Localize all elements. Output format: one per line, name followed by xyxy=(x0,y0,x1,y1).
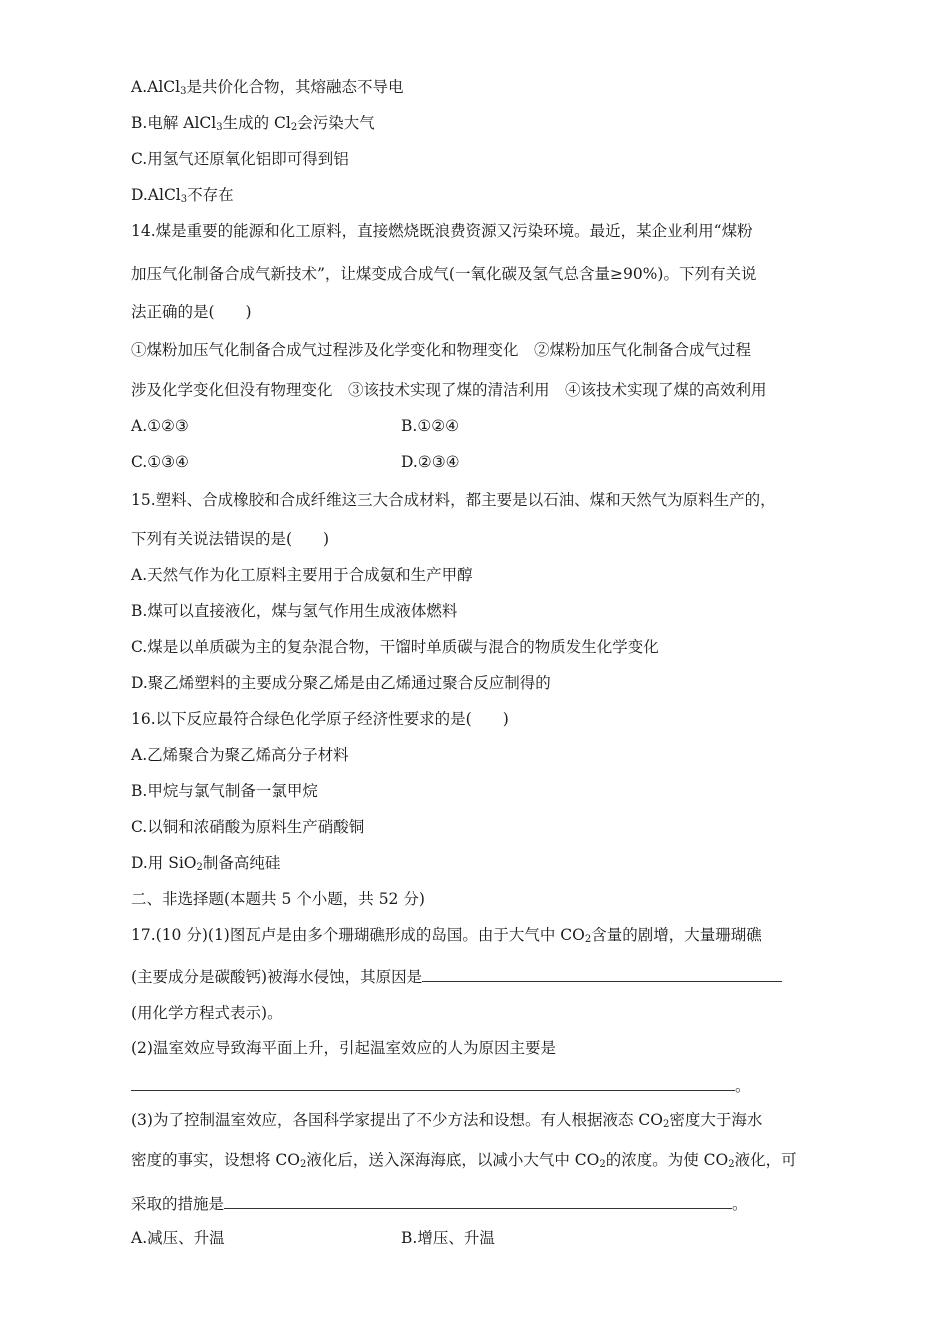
q17-line-3: (用化学方程式表示)。 xyxy=(131,1004,283,1022)
q17-option-b: B.增压、升温 xyxy=(401,1229,495,1247)
q13-option-d: D.AlCl$_3$不存在 xyxy=(131,186,234,205)
q14-option-c: C.①③④ xyxy=(131,453,189,471)
q14-statements-line-1: ①煤粉加压气化制备合成气过程涉及化学变化和物理变化 ②煤粉加压气化制备合成气过程 xyxy=(131,341,752,359)
q17-line-2: (主要成分是碳酸钙)被海水侵蚀，其原因是 xyxy=(131,965,782,987)
q13-option-c: C.用氢气还原氧化铝即可得到铝 xyxy=(131,150,349,168)
q14-option-b: B.①②④ xyxy=(401,417,460,435)
q17-line-7: 密度的事实，设想将 $CO_2$液化后，送入深海海底，以减小大气中 $CO_2$的浓度。为使 $CO_2$液化，可 xyxy=(131,1151,797,1170)
answer-blank-1[interactable] xyxy=(422,965,782,982)
q13-option-b: B.电解 AlCl$_3$生成的 $Cl_2$会污染大气 xyxy=(131,114,375,133)
q16-option-b: B.甲烷与氯气制备一氯甲烷 xyxy=(131,782,318,800)
q13-option-a: A.AlCl$_3$是共价化合物，其熔融态不导电 xyxy=(131,78,404,97)
q16-option-d: D.用 SiO$_2$制备高纯硅 xyxy=(131,854,281,873)
answer-blank-2[interactable] xyxy=(131,1074,735,1091)
q15-option-b: B.煤可以直接液化，煤与氢气作用生成液体燃料 xyxy=(131,602,458,620)
q14-stem-line-3: 法正确的是( ) xyxy=(131,303,252,321)
q16-option-c: C.以铜和浓硝酸为原料生产硝酸铜 xyxy=(131,818,365,836)
q14-option-d: D.②③④ xyxy=(401,453,460,471)
q15-option-d: D.聚乙烯塑料的主要成分聚乙烯是由乙烯通过聚合反应制得的 xyxy=(131,674,551,692)
q14-stem-line-2: 加压气化制备合成气新技术”，让煤变成合成气(一氧化碳及氢气总含量≥90%)。下列有关说 xyxy=(131,265,757,283)
q15-stem-line-1: 15.塑料、合成橡胶和合成纤维这三大合成材料，都主要是以石油、煤和天然气为原料生产的， xyxy=(131,491,776,509)
q16-stem: 16.以下反应最符合绿色化学原子经济性要求的是( ) xyxy=(131,710,509,728)
q15-stem-line-2: 下列有关说法错误的是( ) xyxy=(131,530,330,548)
q17-line-5: 。 xyxy=(131,1074,751,1096)
q16-option-a: A.乙烯聚合为聚乙烯高分子材料 xyxy=(131,746,349,764)
q14-statements-line-2: 涉及化学变化但没有物理变化 ③该技术实现了煤的清洁利用 ④该技术实现了煤的高效利用 xyxy=(131,381,767,399)
q14-option-a: A.①②③ xyxy=(131,417,189,435)
q17-option-a: A.减压、升温 xyxy=(131,1229,225,1247)
q14-stem-line-1: 14.煤是重要的能源和化工原料，直接燃烧既浪费资源又污染环境。最近，某企业利用“煤粉 xyxy=(131,222,753,240)
section-heading: 二、非选择题(本题共 5 个小题，共 52 分) xyxy=(131,890,425,908)
q17-line-6: (3)为了控制温室效应，各国科学家提出了不少方法和设想。有人根据液态 $CO_2$密度大于海水 xyxy=(131,1111,763,1130)
q17-line-1: 17.(10 分)(1)图瓦卢是由多个珊瑚礁形成的岛国。由于大气中 $CO_2$含量的剧增，大量珊瑚礁 xyxy=(131,926,762,945)
q15-option-c: C.煤是以单质碳为主的复杂混合物，干馏时单质碳与混合的物质发生化学变化 xyxy=(131,638,659,656)
q15-option-a: A.天然气作为化工原料主要用于合成氨和生产甲醇 xyxy=(131,566,473,584)
q17-line-4: (2)温室效应导致海平面上升，引起温室效应的人为原因主要是 xyxy=(131,1039,556,1057)
answer-blank-3[interactable] xyxy=(224,1192,732,1209)
q17-line-8: 采取的措施是 。 xyxy=(131,1192,748,1214)
